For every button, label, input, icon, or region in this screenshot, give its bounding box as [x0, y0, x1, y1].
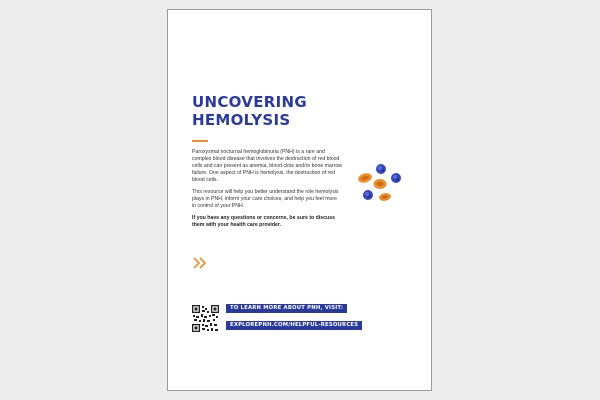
intro-paragraph: Paroxysmal nocturnal hemoglobinuria (PNH) is a rare and complex blood disease that involves the destruction of red blood cells and can present as anemia, blood clots and/or bone marrow failure. One aspect of PNH is hemolysis, the destruction of red blood cells. — [192, 149, 342, 183]
cta-label-banner: TO LEARN MORE ABOUT PNH, VISIT: — [226, 304, 347, 313]
white-blood-cell-icon — [363, 190, 373, 200]
red-blood-cell-icon — [374, 179, 387, 189]
white-blood-cell-icon — [376, 164, 386, 174]
red-blood-cell-icon — [378, 192, 391, 202]
purpose-paragraph: This resource will help you better understand the role hemolysis plays in PNH, inform your care choices, and help you feel more in control of your PNH. — [192, 189, 339, 209]
red-blood-cell-icon — [357, 172, 373, 184]
page-title — [192, 93, 307, 129]
title-line-1: UNCOVERING — [192, 93, 307, 111]
cta-url-link[interactable]: EXPLOREPNH.COM/HELPFUL-RESOURCES — [226, 321, 362, 330]
title-underline-divider — [192, 140, 208, 142]
body-text — [192, 149, 342, 234]
white-blood-cell-icon — [391, 173, 401, 183]
document-page — [167, 9, 432, 391]
qr-code-icon — [192, 305, 219, 332]
double-chevron-right-icon — [192, 257, 208, 269]
advice-paragraph: If you have any questions or concerns, be sure to discuss them with your health care provider. — [192, 215, 335, 228]
blood-cells-illustration-icon — [356, 163, 402, 205]
title-line-2: HEMOLYSIS — [192, 111, 291, 129]
